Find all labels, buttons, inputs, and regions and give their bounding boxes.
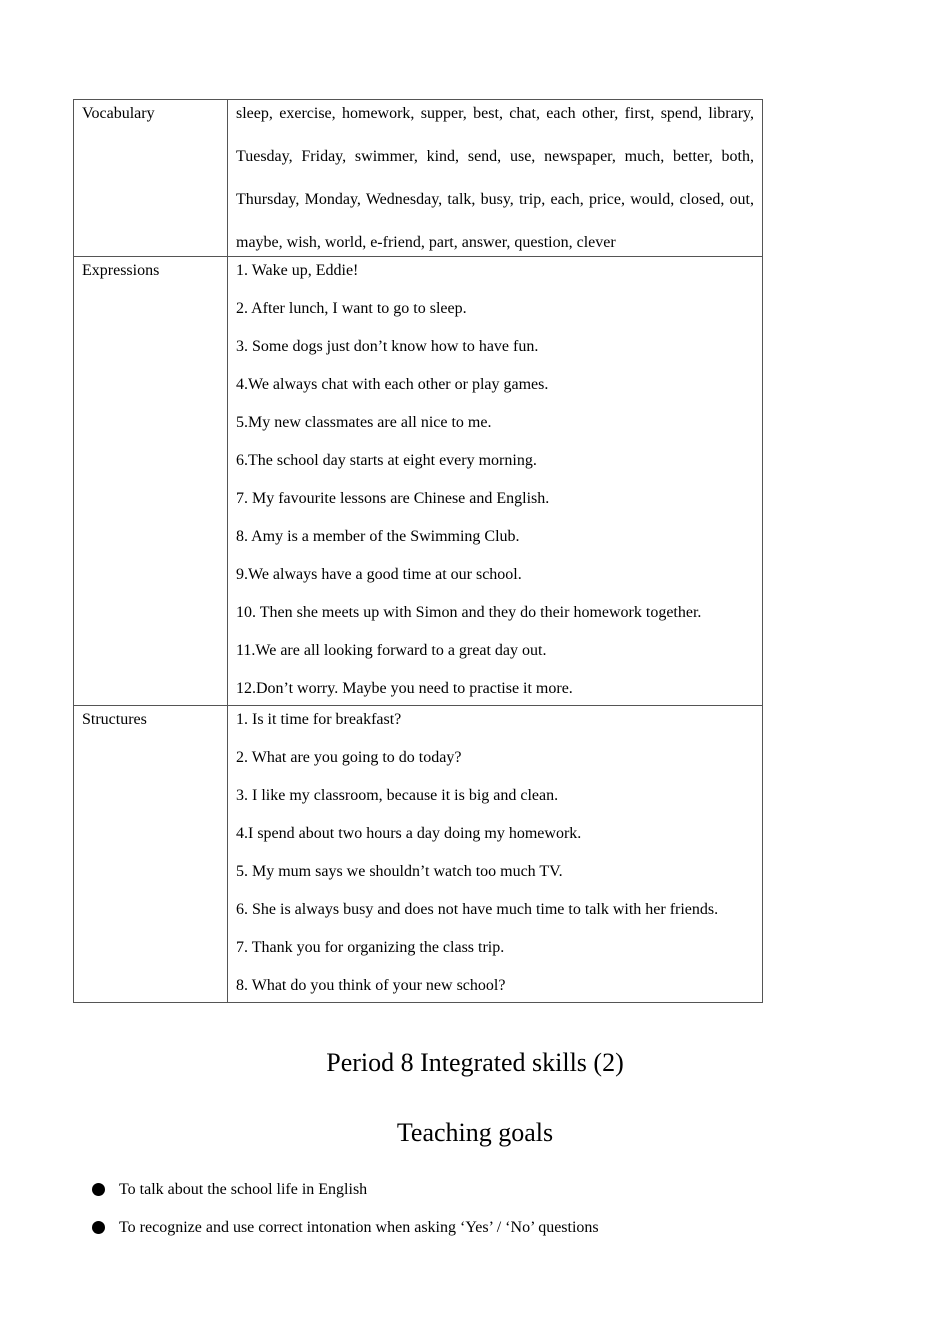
structure-item: 6. She is always busy and does not have much time to talk with her friends. (236, 901, 719, 918)
expressions-cell (228, 257, 763, 706)
bullet-icon (92, 1221, 105, 1234)
expression-item: 7. My favourite lessons are Chinese and English. (236, 490, 550, 507)
structures-row (74, 706, 763, 1003)
period-title: Period 8 Integrated skills (2) (326, 1048, 624, 1077)
structure-item: 4.I spend about two hours a day doing my homework. (236, 825, 582, 842)
goal-item (92, 1218, 599, 1256)
expression-item: 2. After lunch, I want to go to sleep. (236, 300, 467, 317)
structure-item: 2. What are you going to do today? (236, 749, 462, 766)
expression-item: 5.My new classmates are all nice to me. (236, 414, 492, 431)
vocabulary-label: Vocabulary (74, 100, 228, 257)
structures-cell (228, 706, 763, 1003)
expression-item: 1. Wake up, Eddie! (236, 262, 359, 279)
teaching-goals-list (92, 1180, 599, 1256)
structure-item: 8. What do you think of your new school? (236, 977, 506, 994)
goal-text: To talk about the school life in English (119, 1181, 368, 1198)
bullet-icon (92, 1183, 105, 1196)
lesson-table (73, 99, 763, 1003)
structure-item: 5. My mum says we shouldn’t watch too much TV. (236, 863, 563, 880)
expression-item: 10. Then she meets up with Simon and they do their homework together. (236, 604, 702, 621)
vocabulary-cell (228, 100, 763, 257)
goals-heading: Teaching goals (396, 1118, 554, 1147)
expressions-row (74, 257, 763, 706)
expression-item: 3. Some dogs just don’t know how to have fun. (236, 338, 539, 355)
structures-label: Structures (74, 706, 228, 1003)
structure-item: 3. I like my classroom, because it is big and clean. (236, 787, 559, 804)
expression-item: 12.Don’t worry. Maybe you need to practise it more. (236, 680, 573, 697)
structure-item: 7. Thank you for organizing the class trip. (236, 939, 505, 956)
expression-item: 8. Amy is a member of the Swimming Club. (236, 528, 520, 545)
vocabulary-text: sleep, exercise, homework, supper, best, chat, each other, first, spend, library, Tuesday, Friday, swimmer, kind, send, use, newspaper, much, better, both, Thursday, Monday, Wednesday, talk, busy, trip, each, price, would, closed, out, maybe, wish, world, e-friend, part, answer, question, clever (236, 105, 754, 251)
expression-item: 6.The school day starts at eight every morning. (236, 452, 537, 469)
expression-item: 4.We always chat with each other or play games. (236, 376, 549, 393)
structure-item: 1. Is it time for breakfast? (236, 711, 402, 728)
expression-item: 11.We are all looking forward to a great day out. (236, 642, 547, 659)
goal-item (92, 1180, 599, 1218)
goal-text: To recognize and use correct intonation when asking ‘Yes’ / ‘No’ questions (119, 1219, 599, 1236)
expressions-label: Expressions (74, 257, 228, 706)
vocabulary-row (74, 100, 763, 257)
expression-item: 9.We always have a good time at our school. (236, 566, 522, 583)
